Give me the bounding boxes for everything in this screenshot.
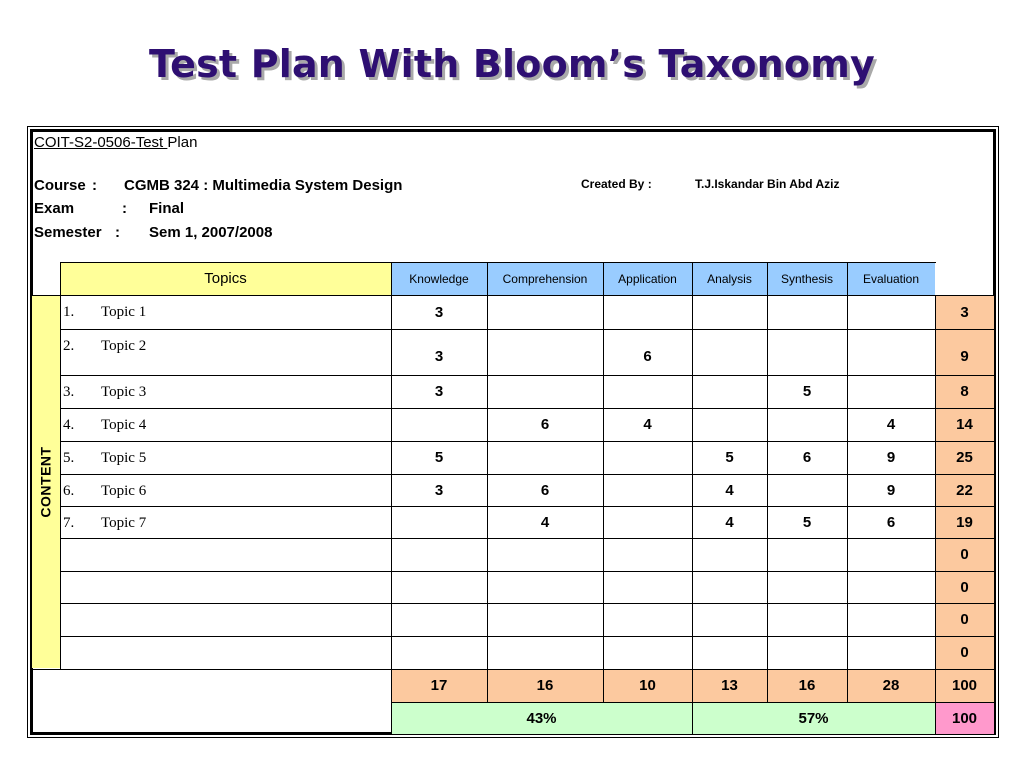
value-cell — [391, 506, 487, 538]
semester-value: Sem 1, 2007/2008 — [149, 224, 273, 241]
column-total-cell: 13 — [692, 669, 767, 702]
value-cell — [847, 603, 935, 636]
grid-line — [60, 636, 995, 637]
grid-line — [60, 408, 995, 409]
value-cell — [767, 295, 847, 329]
exam-value: Final — [149, 200, 185, 217]
value-cell: 4 — [725, 481, 734, 499]
value-cell — [767, 603, 847, 636]
topic-cell — [63, 417, 391, 441]
grid-line — [847, 262, 848, 703]
grid-line — [60, 262, 61, 670]
topic-number: 5. — [63, 450, 75, 466]
course-label: Course — [34, 177, 86, 194]
value-cell: 6 — [886, 513, 896, 531]
topic-number: 6. — [63, 483, 75, 499]
course-row — [34, 177, 402, 194]
value-cell — [767, 408, 847, 441]
topic-cell — [63, 304, 391, 329]
topic-cell — [63, 547, 391, 571]
grid-line — [487, 262, 488, 703]
value-cell — [692, 636, 767, 669]
grid-line — [60, 441, 995, 442]
created-by-label: Created By : — [581, 177, 652, 191]
row-total-cell: 9 — [935, 329, 994, 375]
grid-line — [391, 669, 392, 735]
plan-code — [34, 134, 197, 151]
topic-number: 1. — [63, 304, 75, 320]
topic-name: Topic 1 — [101, 304, 147, 320]
value-cell — [603, 538, 692, 571]
column-total-cell: 16 — [487, 669, 603, 702]
topic-number: 7. — [63, 515, 75, 531]
value-cell — [767, 538, 847, 571]
grid-line — [60, 375, 995, 376]
grid-line — [60, 295, 995, 296]
value-cell — [391, 603, 487, 636]
value-cell — [391, 408, 487, 441]
lower-order-percent-cell: 43% — [391, 702, 692, 734]
row-total-cell: 14 — [935, 408, 994, 441]
column-header-analysis: Analysis — [692, 262, 767, 295]
column-total-cell: 17 — [391, 669, 487, 702]
grid-line — [60, 474, 995, 475]
semester-label: Semester — [34, 224, 102, 241]
grid-line — [391, 702, 995, 703]
value-cell: 5 — [725, 449, 734, 466]
row-total-cell: 25 — [935, 441, 994, 474]
value-cell — [847, 636, 935, 669]
column-header-knowledge: Knowledge — [391, 262, 487, 295]
value-cell — [603, 506, 692, 538]
value-cell — [487, 295, 603, 329]
value-cell — [391, 571, 487, 603]
grid-line — [935, 702, 936, 735]
value-cell — [847, 375, 935, 408]
created-by-value: T.J.Iskandar Bin Abd Aziz — [695, 177, 840, 191]
value-cell: 4 — [540, 513, 550, 531]
value-cell — [487, 441, 603, 474]
row-total-cell: 3 — [935, 295, 994, 329]
value-cell — [603, 636, 692, 669]
row-total-cell: 0 — [935, 538, 994, 571]
grid-line — [935, 295, 936, 735]
grid-line — [767, 262, 768, 703]
value-cell — [487, 375, 603, 408]
course-value: CGMB 324 : Multimedia System Design — [124, 177, 403, 194]
value-cell — [692, 295, 767, 329]
value-cell — [603, 474, 692, 506]
row-total-cell: 19 — [935, 506, 994, 538]
value-cell: 6 — [643, 348, 652, 365]
value-cell: 9 — [886, 449, 896, 466]
grid-line — [391, 262, 392, 703]
value-cell: 9 — [886, 481, 896, 499]
course-sep: : — [92, 177, 97, 194]
column-total-cell: 10 — [603, 669, 692, 702]
value-cell — [847, 329, 935, 375]
column-header-application: Application — [603, 262, 692, 295]
value-cell — [603, 571, 692, 603]
value-cell — [487, 538, 603, 571]
value-cell — [767, 329, 847, 375]
column-header-evaluation: Evaluation — [847, 262, 935, 295]
value-cell — [603, 375, 692, 408]
grid-line — [32, 669, 61, 670]
row-total-cell: 8 — [935, 375, 994, 408]
grid-line — [391, 734, 995, 735]
grid-line — [60, 571, 995, 572]
grid-line — [603, 262, 604, 703]
topic-number: 2. — [63, 338, 75, 354]
topic-name: Topic 3 — [101, 384, 147, 400]
row-total-cell: 0 — [935, 636, 994, 669]
topics-header: Topics — [60, 262, 391, 295]
row-total-cell: 0 — [935, 571, 994, 603]
value-cell: 3 — [434, 348, 444, 365]
topic-cell — [63, 384, 391, 408]
topic-cell — [63, 612, 391, 636]
value-cell — [767, 636, 847, 669]
topic-number: 4. — [63, 417, 75, 433]
value-cell — [767, 571, 847, 603]
grid-line — [60, 669, 995, 670]
topic-cell — [63, 450, 391, 474]
topic-name: Topic 2 — [101, 338, 147, 354]
content-label: CONTENT — [38, 446, 55, 518]
value-cell: 5 — [434, 449, 444, 466]
value-cell — [487, 603, 603, 636]
exam-sep: : — [122, 200, 127, 217]
value-cell: 3 — [434, 481, 444, 499]
value-cell: 6 — [802, 449, 812, 466]
value-cell — [692, 603, 767, 636]
value-cell — [847, 538, 935, 571]
topic-name: Topic 5 — [101, 450, 147, 466]
value-cell: 4 — [725, 513, 734, 531]
value-cell: 5 — [802, 383, 812, 400]
value-cell — [847, 571, 935, 603]
value-cell: 3 — [434, 303, 444, 321]
value-cell: 4 — [886, 416, 896, 433]
value-cell: 3 — [434, 383, 444, 400]
value-cell — [767, 474, 847, 506]
plan-code-underlined: COIT-S2-0506-Test — [34, 134, 168, 151]
topic-cell — [63, 580, 391, 603]
grid-line — [60, 506, 995, 507]
content-band — [32, 296, 60, 668]
grid-line — [60, 603, 995, 604]
grand-total-cell: 100 — [935, 669, 994, 702]
semester-row — [34, 224, 272, 241]
topic-cell — [63, 645, 391, 669]
column-total-cell: 16 — [767, 669, 847, 702]
value-cell: 6 — [540, 416, 550, 433]
column-total-cell: 28 — [847, 669, 935, 702]
value-cell — [487, 329, 603, 375]
topic-name: Topic 4 — [101, 417, 147, 433]
column-header-comprehension: Comprehension — [487, 262, 603, 295]
value-cell — [692, 408, 767, 441]
value-cell — [847, 295, 935, 329]
percent-total-cell: 100 — [935, 702, 994, 734]
value-cell — [692, 329, 767, 375]
semester-sep: : — [115, 224, 120, 241]
exam-label: Exam — [34, 200, 75, 217]
grid-line — [692, 262, 693, 703]
value-cell — [692, 571, 767, 603]
row-total-cell: 22 — [935, 474, 994, 506]
topic-name: Topic 6 — [101, 483, 147, 499]
value-cell: 4 — [643, 416, 652, 433]
higher-order-percent-cell: 57% — [692, 702, 935, 734]
topic-cell — [63, 338, 391, 375]
value-cell: 6 — [540, 481, 550, 499]
topic-name: Topic 7 — [101, 515, 147, 531]
value-cell: 5 — [802, 513, 812, 531]
column-header-synthesis: Synthesis — [767, 262, 847, 295]
exam-row — [34, 200, 184, 217]
grid-line — [60, 329, 995, 330]
value-cell — [603, 441, 692, 474]
value-cell — [391, 636, 487, 669]
row-total-cell: 0 — [935, 603, 994, 636]
plan-code-suffix: Plan — [167, 134, 198, 151]
topic-cell — [63, 515, 391, 538]
value-cell — [391, 538, 487, 571]
grid-line — [994, 295, 995, 735]
value-cell — [487, 636, 603, 669]
grid-line — [60, 538, 995, 539]
topic-cell — [63, 483, 391, 506]
grid-line — [692, 702, 693, 735]
value-cell — [692, 375, 767, 408]
value-cell — [603, 295, 692, 329]
slide-title: Test Plan With Bloom’s Taxonomy — [149, 42, 875, 86]
value-cell — [487, 571, 603, 603]
value-cell — [603, 603, 692, 636]
topic-number: 3. — [63, 384, 75, 400]
grid-line — [60, 262, 936, 263]
value-cell — [692, 538, 767, 571]
